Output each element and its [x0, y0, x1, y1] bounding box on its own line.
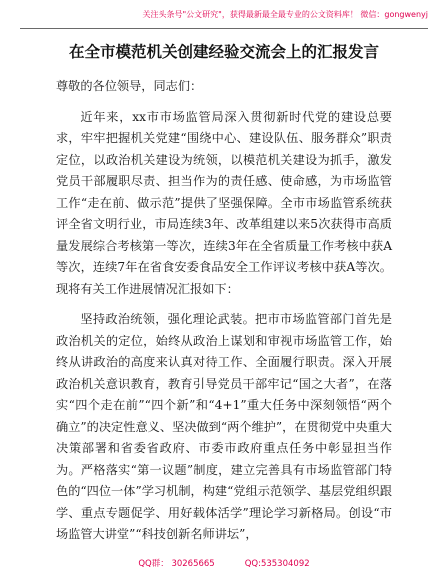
header-promo-note: 关注头条号"公文研究"，获得最新最全最专业的公文资料库！ 微信：gongwenyj — [142, 10, 428, 19]
document-body — [56, 76, 392, 546]
paragraph-intro: 近年来，xx市市场监管局深入贯彻新时代党的建设总要求，牢牢把握机关党建“围绕中心、建设队伍、服务群众”职责定位，以政治机关建设为统领，以模范机关建设为抓手，激发党员干部履职尽责、担当作为的责任感、使命感，为市场监管工作“走在前、做示范”提供了坚强保障。全市市场监管系统获评全省文明行业，市局连续3年、改革组建以来5次获得市高质量发展综合考核第一等次，连续3年在全省质量工作考核中获A等次，连续7年在省食安委食品安全工作评议考核中获A等次。现将有关工作进展情况汇报如下： — [56, 109, 392, 296]
footer-qq-number: QQ:535304092 — [244, 559, 310, 569]
footer-qq-group: QQ群： 30265665 — [138, 559, 215, 569]
salutation: 尊敬的各位领导，同志们： — [56, 79, 203, 93]
paragraph-political-leadership: 坚持政治统领，强化理论武装。把市市场监管部门首先是政治机关的定位，始终从政治上谋划和审视市场监管工作，始终从讲政治的高度来认真对待工作、全面履行职责。深入开展政治机关意识教育，教育引导党员干部牢记“国之大者”，在落实“四个走在前”“四个新”和“4+1”重大任务中深刻领悟“两个确立”的决定性意义、坚决做到“两个维护”，在贯彻党中央重大决策部署和省委省政府、市委市政府重点任务中彰显担当作为。严格落实“第一议题”制度，建立完善具有市场监管部门特色的“四位一体”学习机制，构建“党组示范领学、基层党组织跟学、重点专题促学、用好载体活学”理论学习新格局。创设“市场监管大讲堂”“科技创新名师讲坛”， — [56, 312, 392, 541]
header-divider — [20, 28, 428, 29]
footer-contact-note — [0, 557, 448, 569]
document-title: 在全市模范机关创建经验交流会上的汇报发言 — [68, 43, 379, 61]
